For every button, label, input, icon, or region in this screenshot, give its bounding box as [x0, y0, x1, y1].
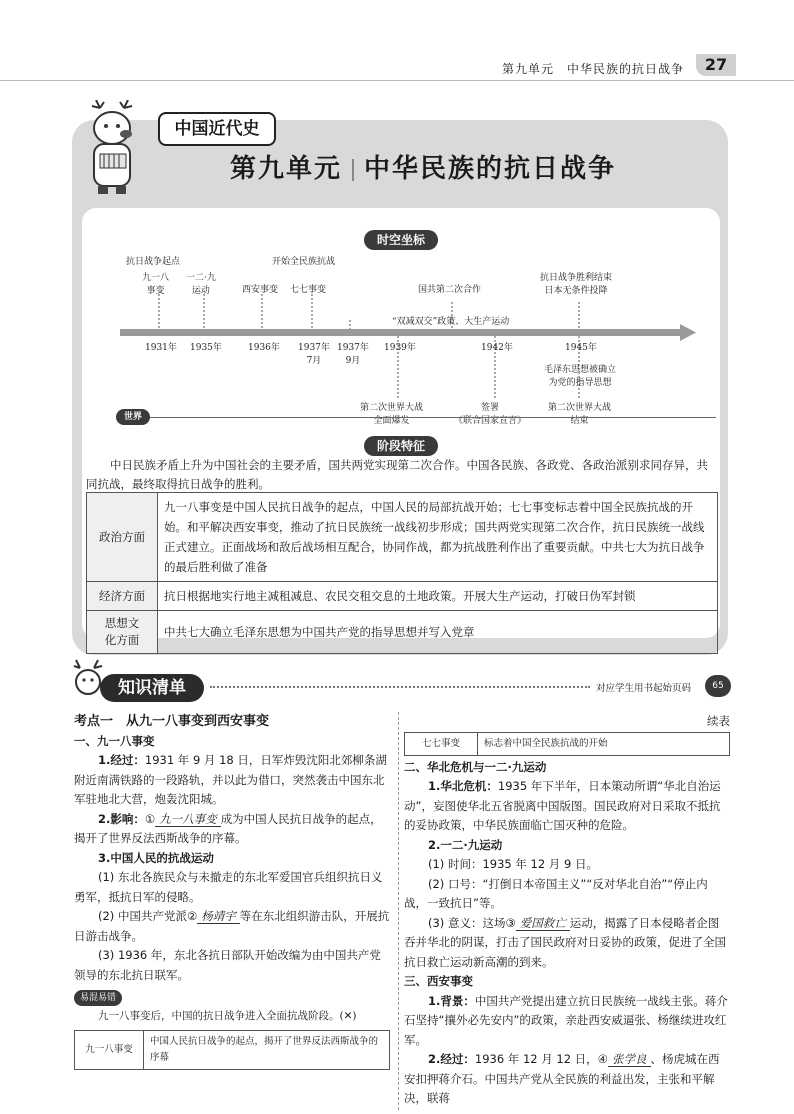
- paragraph: (1) 时间：1935 年 12 月 9 日。: [428, 857, 598, 871]
- section-heading: 二、华北危机与一二·九运动: [404, 759, 547, 774]
- world-divider: [150, 417, 716, 418]
- timeline-top-label: 七七事变: [290, 285, 327, 295]
- table-key: 经济方面: [87, 582, 158, 611]
- timeline-year: 1931年: [145, 343, 177, 353]
- unit-number: 第九单元: [230, 154, 343, 184]
- paragraph: (3) 1936 年，东北各抗日部队开始改编为由中国共产党领导的东北抗日联军。: [74, 948, 381, 982]
- timeline-bottom-label: 第二次世界大战 结束: [548, 403, 612, 426]
- paragraph: (3) 意义：这场③ 爱国救亡 运动，揭露了日本侵略者企图吞并华北的阴谋，打击了国民政府对日妥协的政策，促进了全国抗日救亡运动新高潮的到来。: [404, 915, 726, 969]
- table-value: 中国人民抗日战争的起点，揭开了世界反法西斯战争的序幕: [144, 1031, 390, 1070]
- table-key: 七七事变: [405, 732, 478, 755]
- timeline-bottom-label: 毛泽东思想被确立 为党的指导思想: [544, 365, 617, 388]
- table-key: 九一八事变: [75, 1031, 144, 1070]
- paragraph: 2.影响：① 九一八事变 成为中国人民抗日战争的起点，揭开了世界反法西斯战争的序幕。: [74, 811, 382, 845]
- unit-title: [230, 148, 616, 185]
- handwritten-answer: 九一八事变: [155, 812, 221, 827]
- mistake-statement: 九一八事变后，中国的抗日战争进入全面抗战阶段。(✕): [98, 1009, 357, 1022]
- mistake-label: [74, 987, 392, 1007]
- table-key: 思想文 化方面: [87, 611, 158, 654]
- timeline-year: 1935年: [190, 343, 222, 353]
- timeline-top-label: 抗日战争起点: [126, 257, 181, 267]
- paragraph: 1.经过：1931 年 9 月 18 日，日军炸毁沈阳北郊柳条湖附近南满铁路的一段路轨，并以此为借口，突然袭击中国东北军驻地北大营，炮轰沈阳城。: [74, 753, 387, 806]
- paragraph: 1.背景：中国共产党提出建立抗日民族统一战线主张。蒋介石坚持“攘外必先安内”的政策，亲赴西安威逼张、杨继续进攻红军。: [404, 993, 728, 1047]
- table-value: 抗日根据地实行地主减租减息、农民交租交息的土地政策。开展大生产运动，打破日伪军封锁: [158, 582, 718, 611]
- column-divider: [398, 712, 399, 1110]
- continued-label: 续表: [707, 714, 730, 728]
- timeline-year: 1945年: [565, 343, 597, 353]
- paragraph: (1) 东北各族民众与未撤走的东北军爱国官兵组织抗日义勇军，抵抗日军的侵略。: [74, 870, 383, 904]
- table-value: 九一八事变是中国人民抗日战争的起点，中国人民的局部抗战开始；七七事变标志着中国全民族抗战的开始。和平解决西安事变，推动了抗日民族统一战线初步形成；国共两党实现第二次合作，抗日民族统一战线正式建立。正面战场和敌后战场相互配合，协同作战，都为抗战胜利作出了重要贡献。中共七大为抗日战争的最后胜利做了准备: [158, 493, 718, 582]
- section-heading: 一、九一八事变: [74, 733, 155, 748]
- subheading: 3.中国人民的抗战运动: [98, 850, 214, 865]
- mistake-tag: 易混易错: [74, 990, 122, 1006]
- left-column: [74, 712, 392, 1070]
- section-heading: 三、西安事变: [404, 974, 473, 988]
- student-book-ref: 对应学生用书起始页码: [596, 683, 692, 694]
- paragraph: (2) 口号：“打倒日本帝国主义”“反对华北自治”“停止内战，一致抗日”等。: [404, 876, 708, 910]
- features-table: [86, 492, 718, 654]
- features-intro: 中日民族矛盾上升为中国社会的主要矛盾，国共两党实现第二次合作。中国各民族、各政党、各政治派别求同存异，共同抗战，最终取得抗日战争的胜利。: [86, 458, 708, 491]
- table-row: [87, 582, 718, 611]
- subheading: 2.一二·九运动: [428, 837, 503, 852]
- timeline-year: 1936年: [248, 343, 280, 353]
- continued-table: [404, 732, 730, 756]
- student-book-page: 65: [705, 675, 731, 697]
- deer-mascot-icon: [78, 100, 158, 200]
- unit-name: 中华民族的抗日战争: [364, 154, 617, 184]
- handwritten-answer: 爱国救亡: [516, 916, 570, 931]
- kaodian-title: 考点一 从九一八事变到西安事变: [74, 714, 270, 729]
- table-row: [75, 1031, 390, 1070]
- timeline-pill: 时空坐标: [364, 230, 438, 250]
- paragraph: 2.经过：1936 年 12 月 12 日，④ 张学良 、杨虎城在西安扣押蒋介石。中国共产党从全民族的利益出发，主张和平解决，联蒋: [404, 1052, 720, 1105]
- page-number: 27: [696, 54, 736, 76]
- mistake-table: [74, 1030, 390, 1070]
- table-key: 政治方面: [87, 493, 158, 582]
- timeline-year: 1937年 7月: [298, 343, 330, 366]
- features-pill: 阶段特征: [364, 436, 438, 456]
- timeline-top-label: 国共第二次合作: [418, 285, 482, 295]
- paragraph: 1.华北危机：1935 年下半年，日本策动所谓“华北自治运动”，妄图使华北五省脱离中国版图。国民政府对日采取不抵抗的妥协政策，中华民族面临亡国灭种的危险。: [404, 779, 721, 832]
- table-value: 中共七大确立毛泽东思想为中国共产党的指导思想并写入党章: [158, 611, 718, 654]
- timeline-top-label: 西安事变: [242, 285, 279, 295]
- table-row: [87, 493, 718, 582]
- running-header: 第九单元 中华民族的抗日战争: [501, 62, 684, 76]
- timeline-top-label: 开始全民族抗战: [272, 257, 336, 267]
- timeline-year: 1942年: [481, 343, 513, 353]
- right-column: [404, 712, 730, 1109]
- knowledge-banner: 知识清单: [100, 674, 204, 702]
- timeline-bottom-label: 签署 《联合国家宣言》: [454, 403, 527, 426]
- header-rule: [0, 80, 794, 81]
- timeline-top-label: “双减双交”政策、大生产运动: [392, 317, 510, 327]
- table-row: [87, 611, 718, 654]
- timeline-top-label: 一二·九 运动: [186, 273, 216, 296]
- world-label: 世界: [116, 409, 150, 425]
- handwritten-answer: 张学良: [608, 1052, 651, 1067]
- timeline-year: 1939年: [384, 343, 416, 353]
- unit-badge: 中国近代史: [158, 112, 276, 146]
- paragraph: (2) 中国共产党派② 杨靖宇 等在东北组织游击队，开展抗日游击战争。: [74, 909, 390, 943]
- dotted-rule: [210, 686, 590, 688]
- table-value: 标志着中国全民族抗战的开始: [478, 732, 730, 755]
- timeline-year: 1937年 9月: [337, 343, 369, 366]
- table-row: [405, 732, 730, 755]
- timeline-bottom-label: 第二次世界大战 全面爆发: [360, 403, 424, 426]
- timeline-top-label: 九一八 事变: [142, 273, 170, 296]
- handwritten-answer: 杨靖宇: [197, 909, 240, 924]
- timeline-top-label: 抗日战争胜利结束 日本无条件投降: [540, 273, 613, 296]
